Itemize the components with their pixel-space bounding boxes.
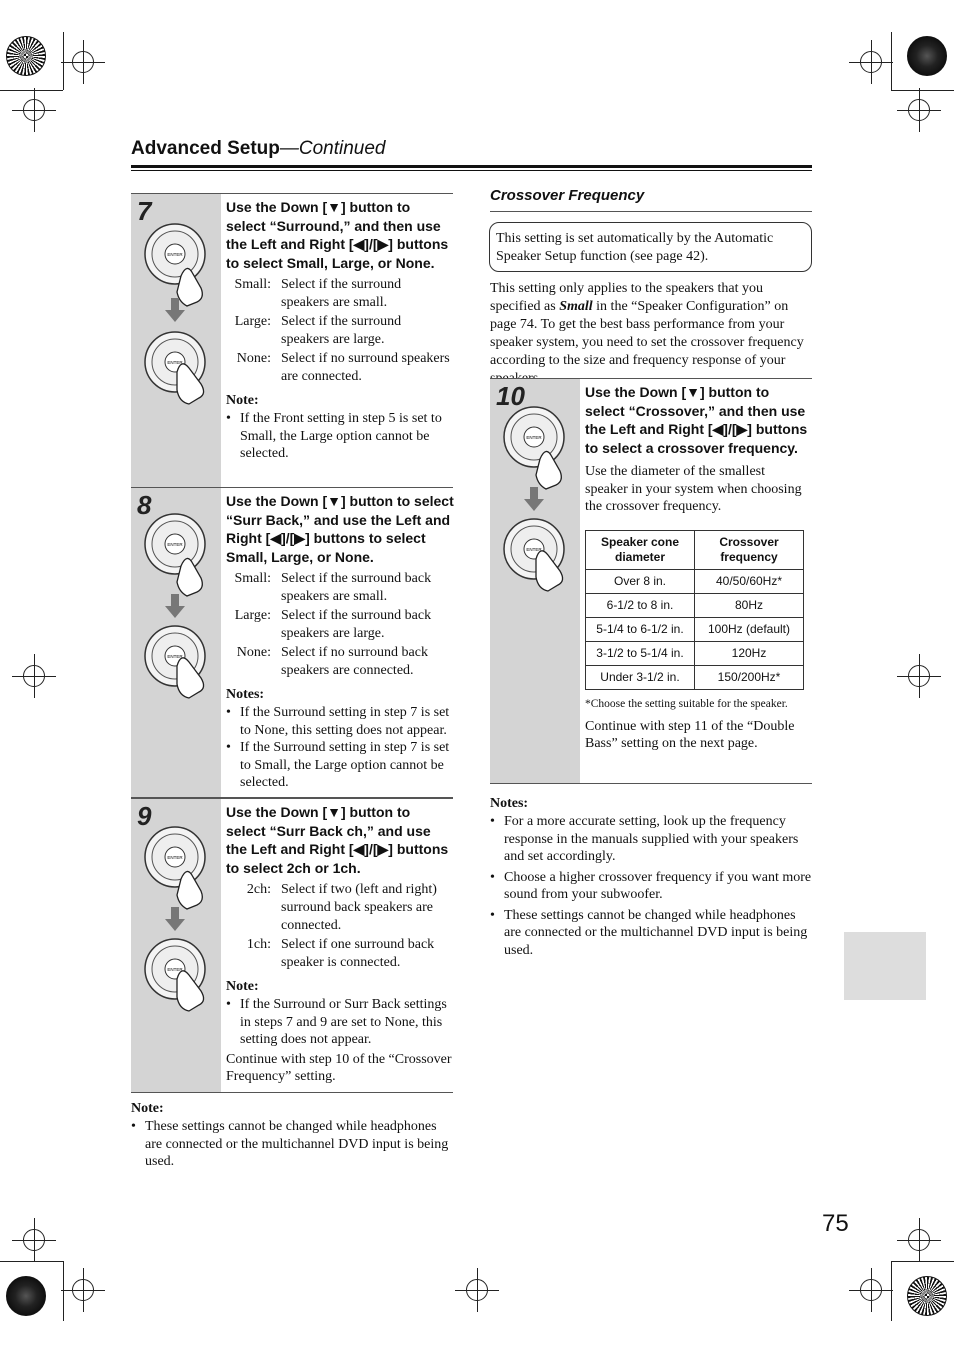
registration-crosshair-icon — [908, 99, 930, 121]
trim-line — [63, 32, 64, 90]
registration-crosshair-icon — [908, 1229, 930, 1251]
registration-crosshair-icon — [72, 1279, 94, 1301]
note-item: • If the Surround or Surr Back settings in steps 7 and 9 are set to None, this setting does not appear. — [226, 996, 452, 1049]
note-heading: Notes: — [226, 687, 265, 702]
note-item: • Choose a higher crossover frequency if you want more sound from your subwoofer. — [490, 869, 812, 902]
remote-control-illustration — [141, 821, 225, 1021]
registration-crosshair-icon — [23, 665, 45, 687]
remote-dial-icon — [145, 939, 205, 1011]
crossover-table — [585, 530, 804, 690]
step-9-body — [226, 803, 452, 1086]
note-heading: Notes: — [490, 796, 529, 811]
note-heading: Note: — [226, 393, 259, 408]
option-text: Select if the surround back speakers are large. — [281, 608, 432, 641]
registration-crosshair-icon — [23, 99, 45, 121]
enter-label: ENTER — [167, 855, 183, 860]
note-item: • These settings cannot be changed while headphones are connected or the multichannel DVD input is being used. — [490, 907, 812, 960]
para-text: in the “Speaker Configuration” on page 74. To get the best bass performance from your speaker system, you need to set the crossover frequency according to the size and frequency response of your — [490, 299, 804, 368]
option-key: Small: — [234, 277, 271, 292]
enter-label: ENTER — [167, 252, 183, 257]
option-row — [226, 644, 454, 680]
registration-sunburst-icon — [6, 1276, 46, 1316]
step-7-panel — [131, 193, 453, 488]
option-row — [226, 350, 452, 386]
table-cell: 5-1/4 to 6-1/2 in. — [586, 617, 695, 641]
table-row — [586, 617, 804, 641]
remote-dial-icon — [504, 519, 564, 591]
right-notes — [490, 795, 812, 959]
header-rule-thin — [131, 170, 812, 171]
table-cell: 150/200Hz* — [695, 665, 804, 689]
note-item: • If the Surround setting in step 7 is set to None, this setting does not appear. — [226, 704, 454, 739]
table-row — [586, 593, 804, 617]
note-text: These settings cannot be changed while headphones are connected or the multichannel DVD input is being used. — [504, 907, 808, 958]
option-key: Small: — [234, 571, 271, 586]
option-key: None: — [236, 351, 271, 366]
trim-line — [891, 1261, 892, 1321]
note-heading: Note: — [226, 979, 259, 994]
crossover-description — [490, 280, 815, 388]
para-emphasis: Small — [559, 299, 593, 314]
trim-line — [0, 90, 63, 91]
note-text: If the Surround setting in step 7 is set to None, this setting does not appear. — [240, 705, 450, 738]
trim-line — [0, 1261, 63, 1262]
option-row — [226, 881, 452, 935]
enter-label: ENTER — [167, 542, 183, 547]
note-text: For a more accurate setting, look up the frequency response in the manuals supplied with your speakers and set accordingly. — [504, 814, 799, 864]
option-text: Select if no surround speakers are connected. — [281, 351, 450, 384]
option-key: 1ch: — [246, 937, 271, 952]
note-text: If the Surround or Surr Back settings in steps 7 and 9 are set to None, this setting does not appear. — [240, 997, 447, 1047]
info-box: This setting is set automatically by the Automatic Speaker Setup function (see page 42). — [489, 222, 812, 272]
registration-sunburst-icon — [907, 1276, 947, 1316]
remote-dial-icon — [145, 626, 205, 698]
step-8-body — [226, 492, 454, 792]
option-row — [226, 313, 452, 349]
enter-label: ENTER — [167, 654, 183, 659]
step-8-panel — [131, 487, 453, 798]
para-text: This setting only applies to the speakers that you specified as — [490, 281, 763, 314]
note-text: If the Surround setting in step 7 is set to Small, the Large option cannot be selected. — [240, 740, 450, 790]
option-text: Select if two (left and right) surround back speakers are connected. — [281, 882, 437, 933]
table-footnote: *Choose the setting suitable for the speaker. — [585, 697, 788, 710]
header-rule — [131, 165, 812, 168]
step-instruction: Use the Down [▼] button to select “Surround,” and then use the Left and Right [◀]/[▶] buttons to select Small, Large, or None. — [226, 199, 449, 271]
table-cell: 100Hz (default) — [695, 617, 804, 641]
table-cell: Over 8 in. — [586, 569, 695, 593]
option-text: Select if the surround speakers are small. — [281, 277, 402, 310]
table-cell: 80Hz — [695, 593, 804, 617]
step-number: 8 — [137, 490, 152, 520]
left-notes — [131, 1100, 453, 1171]
trim-line — [891, 1261, 954, 1262]
registration-crosshair-icon — [23, 1229, 45, 1251]
trim-line — [891, 32, 892, 90]
table-cell: 3-1/2 to 5-1/4 in. — [586, 641, 695, 665]
option-key: None: — [236, 645, 271, 660]
table-cell: 120Hz — [695, 641, 804, 665]
note-text: These settings cannot be changed while headphones are connected or the multichannel DVD input is being used. — [145, 1119, 449, 1169]
remote-control-illustration — [500, 403, 584, 613]
header-continued: —Continued — [279, 138, 386, 159]
step-number: 9 — [137, 801, 152, 831]
header-title: Advanced Setup — [131, 138, 280, 159]
step-text: Use the diameter of the smallest speaker in your system when choosing the crossover frequency. — [585, 464, 802, 514]
table-header: Crossover frequency — [695, 530, 804, 569]
table-header: Speaker cone diameter — [586, 530, 695, 569]
note-heading: Note: — [131, 1101, 164, 1116]
step-instruction: Use the Down [▼] button to select “Surr Back,” and use the Left and Right [◀]/[▶] buttons to select Small, Large, or None. — [226, 493, 454, 565]
note-item: • If the Surround setting in step 7 is set to Small, the Large option cannot be selected. — [226, 739, 454, 792]
down-arrow-icon — [165, 594, 185, 618]
step-instruction: Use the Down [▼] button to select “Crossover,” and then use the Left and Right [◀]/[▶] buttons to select a crossover frequency. — [585, 384, 808, 456]
remote-dial-icon — [504, 407, 564, 489]
table-row — [586, 665, 804, 689]
note-item: • For a more accurate setting, look up the frequency response in the manuals supplied with your speakers and set accordingly. — [490, 813, 812, 866]
option-row — [226, 936, 452, 972]
table-cell: 40/50/60Hz* — [695, 569, 804, 593]
remote-dial-icon — [145, 827, 205, 909]
option-row — [226, 607, 454, 643]
step-7-body — [226, 198, 452, 463]
enter-label: ENTER — [526, 435, 542, 440]
chapter-tab — [844, 932, 926, 1000]
down-arrow-icon — [165, 907, 185, 931]
section-heading: Crossover Frequency — [490, 187, 645, 204]
enter-label: ENTER — [167, 360, 183, 365]
remote-dial-icon — [145, 224, 205, 306]
section-rule — [490, 211, 812, 212]
step-number: 7 — [137, 196, 152, 226]
note-text: If the Front setting in step 5 is set to Small, the Large option cannot be selected. — [240, 411, 442, 461]
remote-control-illustration — [141, 508, 225, 708]
registration-crosshair-icon — [72, 51, 94, 73]
table-row — [586, 569, 804, 593]
table-cell: Under 3-1/2 in. — [586, 665, 695, 689]
step-10-panel — [490, 378, 812, 784]
remote-dial-icon — [145, 514, 205, 596]
note-item: • If the Front setting in step 5 is set to Small, the Large option cannot be selected. — [226, 410, 452, 463]
registration-crosshair-icon — [860, 1279, 882, 1301]
table-cell: 6-1/2 to 8 in. — [586, 593, 695, 617]
step-9-panel — [131, 798, 453, 1093]
note-item: • These settings cannot be changed while headphones are connected or the multichannel DVD input is being used. — [131, 1118, 453, 1171]
continue-text: Continue with step 10 of the “Crossover Frequency” setting. — [226, 1051, 452, 1084]
enter-label: ENTER — [526, 547, 542, 552]
option-key: Large: — [234, 314, 271, 329]
step-instruction: Use the Down [▼] button to select “Surr Back ch,” and use the Left and Right [◀]/[▶] buttons to select 2ch or 1ch. — [226, 804, 449, 876]
table-header-row — [586, 530, 804, 569]
step-number: 10 — [496, 381, 525, 411]
page-number: 75 — [822, 1210, 849, 1237]
note-text: Choose a higher crossover frequency if you want more sound from your subwoofer. — [504, 869, 812, 902]
remote-dial-icon — [145, 332, 205, 404]
option-text: Select if one surround back speaker is connected. — [281, 937, 435, 970]
option-text: Select if the surround back speakers are small. — [281, 571, 432, 604]
registration-crosshair-icon — [908, 665, 930, 687]
registration-sunburst-icon — [6, 36, 46, 76]
down-arrow-icon — [524, 487, 544, 511]
option-row — [226, 276, 452, 312]
option-text: Select if the surround speakers are large. — [281, 314, 402, 347]
remote-control-illustration — [141, 216, 225, 416]
table-row — [586, 641, 804, 665]
enter-label: ENTER — [167, 967, 183, 972]
trim-line — [63, 1261, 64, 1321]
option-row — [226, 570, 454, 606]
page-header — [131, 138, 386, 160]
registration-crosshair-icon — [860, 51, 882, 73]
continue-text: Continue with step 11 of the “Double Bass” setting on the next page. — [585, 718, 795, 751]
option-key: Large: — [234, 608, 271, 623]
trim-line — [891, 90, 954, 91]
registration-sunburst-icon — [907, 36, 947, 76]
option-key: 2ch: — [246, 882, 271, 897]
registration-crosshair-icon — [466, 1279, 488, 1301]
option-text: Select if no surround back speakers are connected. — [281, 645, 428, 678]
step-10-body — [585, 383, 809, 753]
